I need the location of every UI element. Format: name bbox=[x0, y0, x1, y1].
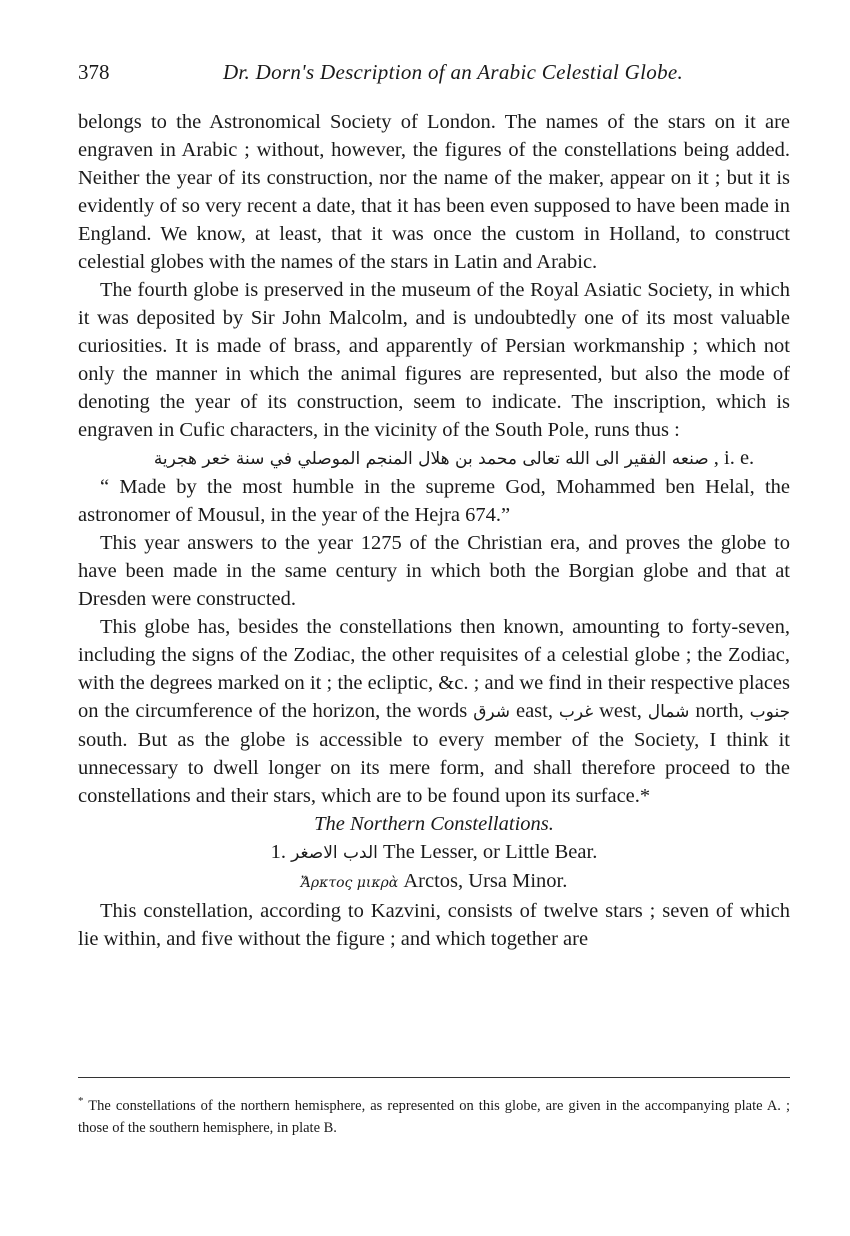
running-title: Dr. Dorn's Description of an Arabic Celestial Globe. bbox=[222, 60, 684, 84]
running-header bbox=[78, 60, 788, 90]
word-north: north, bbox=[695, 700, 744, 722]
footnote-text: The constellations of the northern hemisphere, as represented on this globe, are given in the accompanying plate A. ; those of the southern hemisphere, in plate B. bbox=[78, 1097, 790, 1136]
footnote-mark: * bbox=[78, 1095, 84, 1107]
footnote-rule bbox=[78, 1077, 790, 1078]
paragraph-5 bbox=[78, 613, 790, 810]
footnote bbox=[78, 1090, 790, 1139]
arabic-word-west: غرب bbox=[558, 702, 594, 722]
constellation-1-greek-name: Ἄρκτος μικρὰ bbox=[300, 875, 399, 891]
constellation-1-english-name: The Lesser, or Little Bear. bbox=[382, 841, 598, 863]
section-heading: The Northern Constellations. bbox=[314, 813, 554, 835]
arabic-inscription: صنعه الفقير الى الله تعالى محمد بن هلال المنجم الموصلي في سنة خعر هجرية bbox=[153, 449, 709, 469]
constellation-1-latin-name: Arctos, Ursa Minor. bbox=[403, 870, 568, 892]
paragraph-2: The fourth globe is preserved in the museum of the Royal Asiatic Society, in which it was deposited by Sir John Malcolm, and is undoubtedly one of its most valuable curiosities. It is made of brass, and apparently of Persian workmanship ; which not only the manner in which the animal figures are represented, but also the mode of denoting the year of its construction, seem to indicate. The inscription, which is engraven in Cufic characters, in the vicinity of the South Pole, runs thus : bbox=[78, 279, 790, 441]
arabic-word-north: شمال bbox=[647, 702, 690, 722]
arabic-inscription-line bbox=[78, 444, 790, 473]
paragraph-6: This constellation, according to Kazvini, consists of twelve stars ; seven of which lie within, and five without the figure ; and which together are bbox=[78, 900, 790, 950]
arabic-word-south: جنوب bbox=[749, 702, 791, 722]
word-east: east, bbox=[515, 700, 553, 722]
inscription-ie: , i. e. bbox=[713, 447, 755, 469]
constellation-1-title bbox=[78, 838, 790, 867]
word-west: west, bbox=[599, 700, 642, 722]
arabic-word-east: شرق bbox=[473, 702, 511, 722]
constellation-1-arabic-name: الدب الاصغر bbox=[291, 843, 378, 863]
paragraph-1: belongs to the Astronomical Society of London. The names of the stars on it are engraven in Arabic ; without, however, the figures of the constellations being added. Neither the year of its construction, nor the name of the maker, appear on it ; but it is evidently of so very recent a date, that it has been even supposed to have been made in England. We know, at least, that it was once the custom in Holland, to construct celestial globes with the names of the stars in Latin and Arabic. bbox=[78, 111, 790, 273]
page-number: 378 bbox=[78, 60, 110, 84]
paragraph-5-start: This globe has, besides the constellations then known, amounting to forty-seven, including the signs of the Zodiac, the other requisites of a celestial globe ; the Zodiac, with the degrees marked on it ; the ecliptic, &c. ; and we find in their respective places on the circumference of the horizon, the words bbox=[78, 616, 790, 722]
constellation-1-number: 1. bbox=[270, 841, 287, 863]
body-text bbox=[78, 108, 790, 953]
paragraph-4: This year answers to the year 1275 of the Christian era, and proves the globe to have been made in the same century in which both the Borgian globe and that at Dresden were constructed. bbox=[78, 532, 790, 610]
paragraph-5-end: south. But as the globe is accessible to every member of the Society, I think it unnecessary to dwell longer on its mere form, and shall therefore proceed to the constellations and their stars, which are to be found upon its surface.* bbox=[78, 729, 790, 807]
paragraph-3-translation: “ Made by the most humble in the supreme God, Mohammed ben Helal, the astronomer of Mousul, in the year of the Hejra 674.” bbox=[78, 476, 790, 526]
constellation-1-subtitle bbox=[78, 867, 790, 897]
